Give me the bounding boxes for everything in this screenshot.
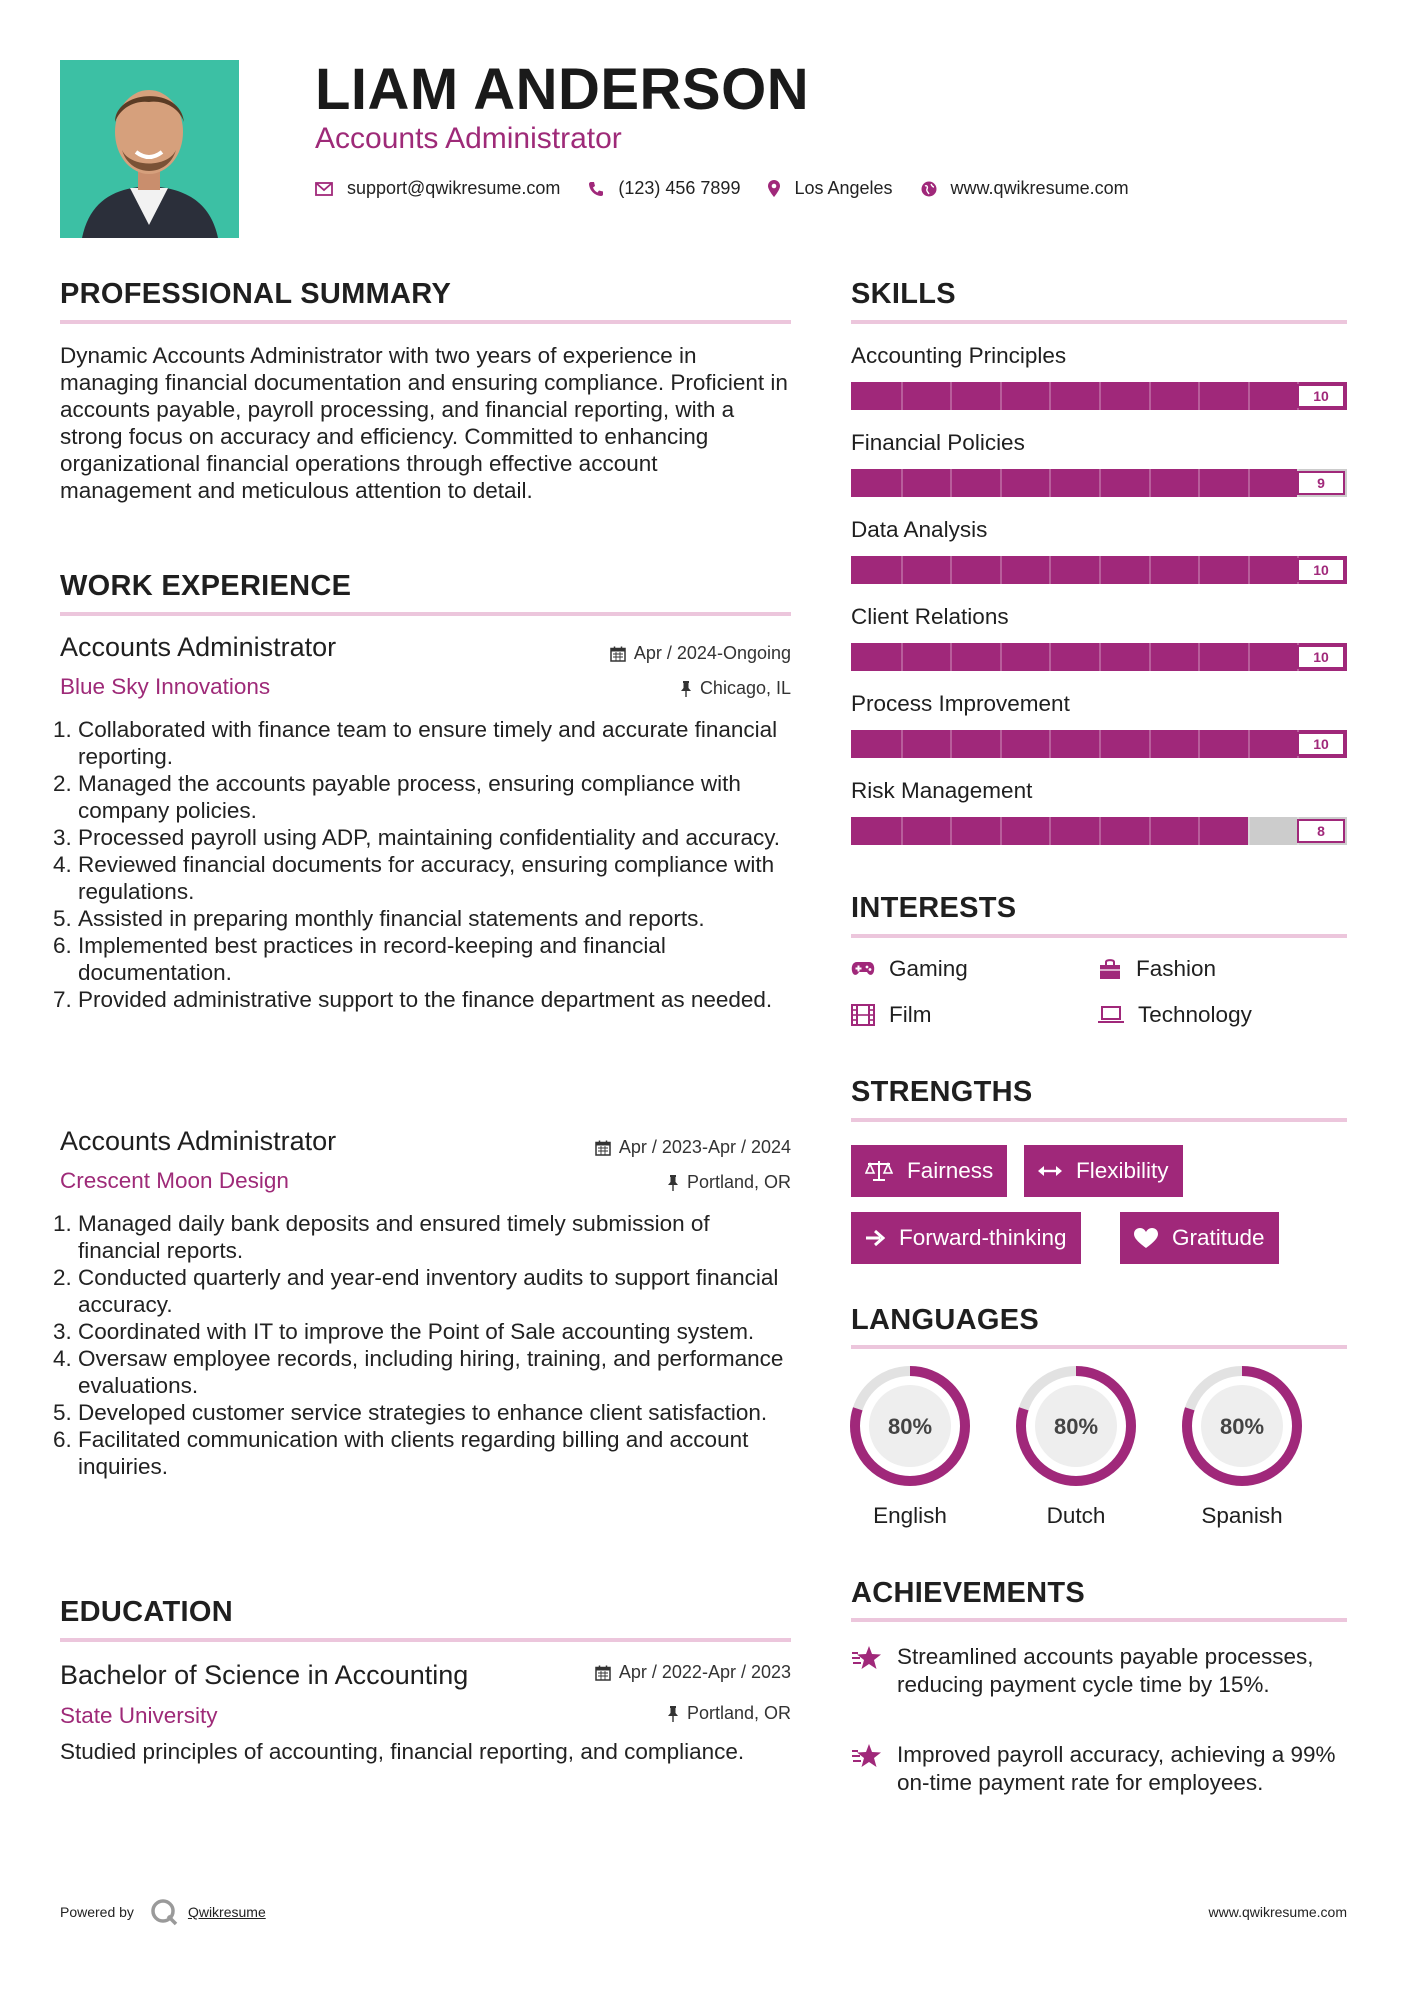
duty-item: 4. Oversaw employee records, including hiring, training, and performance evaluations.	[78, 1345, 795, 1399]
job-2-duties	[60, 1210, 795, 1480]
skill-bar-segment	[1099, 817, 1101, 845]
gamepad-icon	[851, 961, 875, 977]
skill-bar-segment	[1049, 817, 1051, 845]
skill-bar-segment	[1198, 817, 1200, 845]
arrow-right-icon	[865, 1229, 885, 1247]
interest-technology	[1098, 1002, 1252, 1028]
strength-label: Forward-thinking	[899, 1225, 1067, 1250]
contact-bar	[315, 178, 1157, 199]
skills-heading: SKILLS	[851, 278, 956, 310]
skill-bar-segment	[1000, 817, 1002, 845]
skill-bar-segment	[1099, 643, 1101, 671]
footer-powered-by	[60, 1898, 266, 1926]
skill-bar-segment	[1149, 817, 1151, 845]
education-dates-text: Apr / 2022-Apr / 2023	[618, 1662, 791, 1682]
skill-bar-segment	[1248, 643, 1250, 671]
strength-label: Flexibility	[1076, 1158, 1169, 1183]
job-1-location-text: Chicago, IL	[699, 678, 791, 698]
job-2-company: Crescent Moon Design	[60, 1168, 289, 1193]
job-1-dates	[610, 643, 791, 664]
globe-icon	[921, 181, 937, 197]
phone-text: (123) 456 7899	[618, 178, 741, 198]
achievement-item	[851, 1643, 1351, 1699]
skill-bar	[851, 817, 1347, 845]
skill-bar-segment	[1248, 817, 1250, 845]
skill-bar-segment	[950, 382, 952, 410]
powered-by-label: Powered by	[60, 1904, 134, 1920]
education-description: Studied principles of accounting, financial reporting, and compliance.	[60, 1739, 745, 1764]
website-text: www.qwikresume.com	[950, 178, 1129, 198]
skill-bar-segment	[901, 730, 903, 758]
school-name: State University	[60, 1703, 218, 1728]
heart-icon	[1134, 1228, 1158, 1249]
skill-bar-segment	[1049, 730, 1051, 758]
contact-email[interactable]	[315, 178, 560, 199]
achievements-divider	[851, 1618, 1347, 1622]
skill-bar-segment	[1248, 469, 1250, 497]
film-icon	[851, 1004, 875, 1026]
summary-text: Dynamic Accounts Administrator with two years of experience in managing financial documentation and ensuring compliance. Proficient in accounts payable, payroll processing, and financial reporting, with a strong focus on accuracy and efficiency. Committed to enhancing organizational financial operations through effective account management and meticulous attention to detail.	[60, 343, 788, 503]
skill-bar-segment	[1248, 382, 1250, 410]
shopping-bag-icon	[1098, 958, 1122, 980]
duty-item: 4. Reviewed financial documents for accuracy, ensuring compliance with regulations.	[78, 851, 795, 905]
skill-bar-segment	[1198, 556, 1200, 584]
gauge-percent: 80%	[887, 1414, 933, 1439]
skill-score: 9	[1297, 471, 1345, 495]
job-1-location	[680, 678, 791, 699]
skill-label: Accounting Principles	[851, 343, 1067, 368]
language-gauge	[1180, 1364, 1304, 1493]
job-2-title: Accounts Administrator	[60, 1126, 337, 1156]
star-icon	[851, 1743, 883, 1769]
candidate-title: Accounts Administrator	[315, 122, 622, 155]
skill-label: Data Analysis	[851, 517, 988, 542]
arrows-horizontal-icon	[1038, 1164, 1062, 1178]
interest-label: Gaming	[889, 956, 968, 981]
strengths-heading: STRENGTHS	[851, 1076, 1033, 1108]
skill-bar-segment	[1149, 556, 1151, 584]
skill-bar-segment	[1198, 382, 1200, 410]
job-1-dates-text: Apr / 2024-Ongoing	[633, 643, 791, 663]
skill-label: Client Relations	[851, 604, 1009, 629]
balance-scale-icon	[865, 1160, 893, 1182]
skill-bar	[851, 469, 1347, 497]
strength-forward-thinking	[851, 1212, 1081, 1264]
skill-score: 10	[1297, 645, 1345, 669]
education-heading: EDUCATION	[60, 1596, 233, 1628]
qwikresume-logo-icon	[150, 1898, 178, 1926]
summary-heading: PROFESSIONAL SUMMARY	[60, 278, 452, 310]
achievements-heading: ACHIEVEMENTS	[851, 1577, 1086, 1609]
job-1-duties	[60, 716, 795, 1013]
duty-item: 7. Provided administrative support to the finance department as needed.	[78, 986, 795, 1013]
skill-bar-fill	[851, 469, 1297, 497]
skill-bar-segment	[950, 817, 952, 845]
duty-item: 3. Processed payroll using ADP, maintaining confidentiality and accuracy.	[78, 824, 795, 851]
strength-flexibility	[1024, 1145, 1183, 1197]
skill-bar-segment	[1149, 382, 1151, 410]
job-2-location	[667, 1172, 791, 1193]
profile-photo	[60, 60, 239, 238]
skill-bar-segment	[1000, 643, 1002, 671]
strength-label: Fairness	[907, 1158, 994, 1183]
degree-title: Bachelor of Science in Accounting	[60, 1660, 469, 1690]
duty-item: 2. Managed the accounts payable process, ensuring compliance with company policies.	[78, 770, 795, 824]
education-location-text: Portland, OR	[686, 1703, 791, 1723]
languages-divider	[851, 1345, 1347, 1349]
calendar-icon	[595, 1140, 611, 1156]
duty-item: 1. Managed daily bank deposits and ensured timely submission of financial reports.	[78, 1210, 795, 1264]
skill-bar	[851, 730, 1347, 758]
skill-label: Financial Policies	[851, 430, 1025, 455]
gauge-percent: 80%	[1219, 1414, 1265, 1439]
interests-divider	[851, 934, 1347, 938]
skill-bar-segment	[1000, 382, 1002, 410]
skill-bar-segment	[1000, 556, 1002, 584]
skills-divider	[851, 320, 1347, 324]
language-name: English	[873, 1503, 947, 1528]
job-1-company: Blue Sky Innovations	[60, 674, 271, 699]
duty-item: 6. Facilitated communication with clients regarding billing and account inquiries.	[78, 1426, 795, 1480]
job-1-title: Accounts Administrator	[60, 632, 337, 662]
skill-bar-segment	[1000, 469, 1002, 497]
pushpin-icon	[667, 1175, 679, 1191]
email-text: support@qwikresume.com	[347, 178, 561, 198]
languages-heading: LANGUAGES	[851, 1304, 1039, 1336]
education-dates	[595, 1662, 791, 1683]
skill-bar-segment	[901, 817, 903, 845]
skill-score: 10	[1297, 732, 1345, 756]
skill-score: 10	[1297, 384, 1345, 408]
skill-bar-segment	[1099, 730, 1101, 758]
location-text: Los Angeles	[794, 178, 893, 198]
contact-location	[768, 178, 892, 199]
job-2-dates-text: Apr / 2023-Apr / 2024	[618, 1137, 791, 1157]
qwikresume-link[interactable]: Qwikresume	[187, 1904, 266, 1920]
education-divider	[60, 1638, 791, 1642]
summary-divider	[60, 320, 791, 324]
language-gauge	[848, 1364, 972, 1493]
interest-fashion	[1098, 956, 1216, 982]
skill-bar-segment	[901, 382, 903, 410]
strength-gratitude	[1120, 1212, 1279, 1264]
education-location	[667, 1703, 791, 1724]
interests-heading: INTERESTS	[851, 892, 1017, 924]
duty-item: 5. Developed customer service strategies to enhance client satisfaction.	[78, 1399, 795, 1426]
job-2-dates	[595, 1137, 791, 1158]
achievement-text: Improved payroll accuracy, achieving a 99% on-time payment rate for employees.	[897, 1742, 1336, 1795]
skill-bar-segment	[901, 643, 903, 671]
strength-label: Gratitude	[1172, 1225, 1265, 1250]
skill-bar-segment	[1099, 556, 1101, 584]
skill-bar-segment	[1248, 556, 1250, 584]
skill-bar-segment	[901, 469, 903, 497]
job-2-location-text: Portland, OR	[686, 1172, 791, 1192]
phone-icon	[588, 181, 604, 197]
skill-score: 10	[1297, 558, 1345, 582]
skill-bar	[851, 382, 1347, 410]
language-name: Dutch	[1046, 1503, 1106, 1528]
skill-label: Risk Management	[851, 778, 1033, 803]
skill-bar-segment	[1149, 730, 1151, 758]
achievement-item	[851, 1741, 1351, 1797]
skill-bar-segment	[1248, 730, 1250, 758]
language-gauge	[1014, 1364, 1138, 1493]
skill-bar-segment	[1000, 730, 1002, 758]
map-pin-icon	[768, 180, 780, 197]
duty-item: 6. Implemented best practices in record-keeping and financial documentation.	[78, 932, 795, 986]
skill-bar-segment	[1049, 382, 1051, 410]
skill-bar-segment	[1149, 643, 1151, 671]
candidate-name: LIAM ANDERSON	[315, 57, 810, 122]
interest-film	[851, 1002, 931, 1028]
skill-bar-segment	[1099, 382, 1101, 410]
skill-bar-segment	[1198, 730, 1200, 758]
pushpin-icon	[680, 681, 692, 697]
contact-phone[interactable]	[588, 178, 740, 199]
skill-bar-segment	[1198, 469, 1200, 497]
skill-bar-segment	[901, 556, 903, 584]
interest-label: Fashion	[1136, 956, 1217, 981]
skill-bar-segment	[1149, 469, 1151, 497]
skill-bar-segment	[950, 730, 952, 758]
skill-bar-segment	[950, 556, 952, 584]
skill-bar	[851, 643, 1347, 671]
gauge-percent: 80%	[1053, 1414, 1099, 1439]
experience-divider	[60, 612, 791, 616]
strengths-divider	[851, 1118, 1347, 1122]
language-name: Spanish	[1201, 1503, 1283, 1528]
duty-item: 3. Coordinated with IT to improve the Point of Sale accounting system.	[78, 1318, 795, 1345]
skill-score: 8	[1297, 819, 1345, 843]
star-icon	[851, 1645, 883, 1671]
strength-fairness	[851, 1145, 1007, 1197]
skill-bar-segment	[1049, 643, 1051, 671]
duty-item: 5. Assisted in preparing monthly financial statements and reports.	[78, 905, 795, 932]
duty-item: 2. Conducted quarterly and year-end inventory audits to support financial accuracy.	[78, 1264, 795, 1318]
skill-bar-segment	[1099, 469, 1101, 497]
pushpin-icon	[667, 1706, 679, 1722]
calendar-icon	[595, 1665, 611, 1681]
envelope-icon	[315, 182, 333, 196]
skill-label: Process Improvement	[851, 691, 1070, 716]
interest-gaming	[851, 956, 968, 982]
contact-website[interactable]	[921, 178, 1129, 199]
skill-bar-segment	[1049, 556, 1051, 584]
skill-bar-segment	[1198, 643, 1200, 671]
achievement-text: Streamlined accounts payable processes, reducing payment cycle time by 15%.	[897, 1644, 1314, 1697]
experience-heading: WORK EXPERIENCE	[60, 570, 352, 602]
skill-bar-segment	[950, 469, 952, 497]
laptop-icon	[1098, 1006, 1124, 1024]
skill-bar-segment	[950, 643, 952, 671]
footer-website[interactable]: www.qwikresume.com	[1208, 1904, 1347, 1920]
interest-label: Film	[889, 1002, 932, 1027]
calendar-icon	[610, 646, 626, 662]
duty-item: 1. Collaborated with finance team to ensure timely and accurate financial reporting.	[78, 716, 795, 770]
skill-bar-segment	[1049, 469, 1051, 497]
skill-bar	[851, 556, 1347, 584]
interest-label: Technology	[1138, 1002, 1252, 1027]
